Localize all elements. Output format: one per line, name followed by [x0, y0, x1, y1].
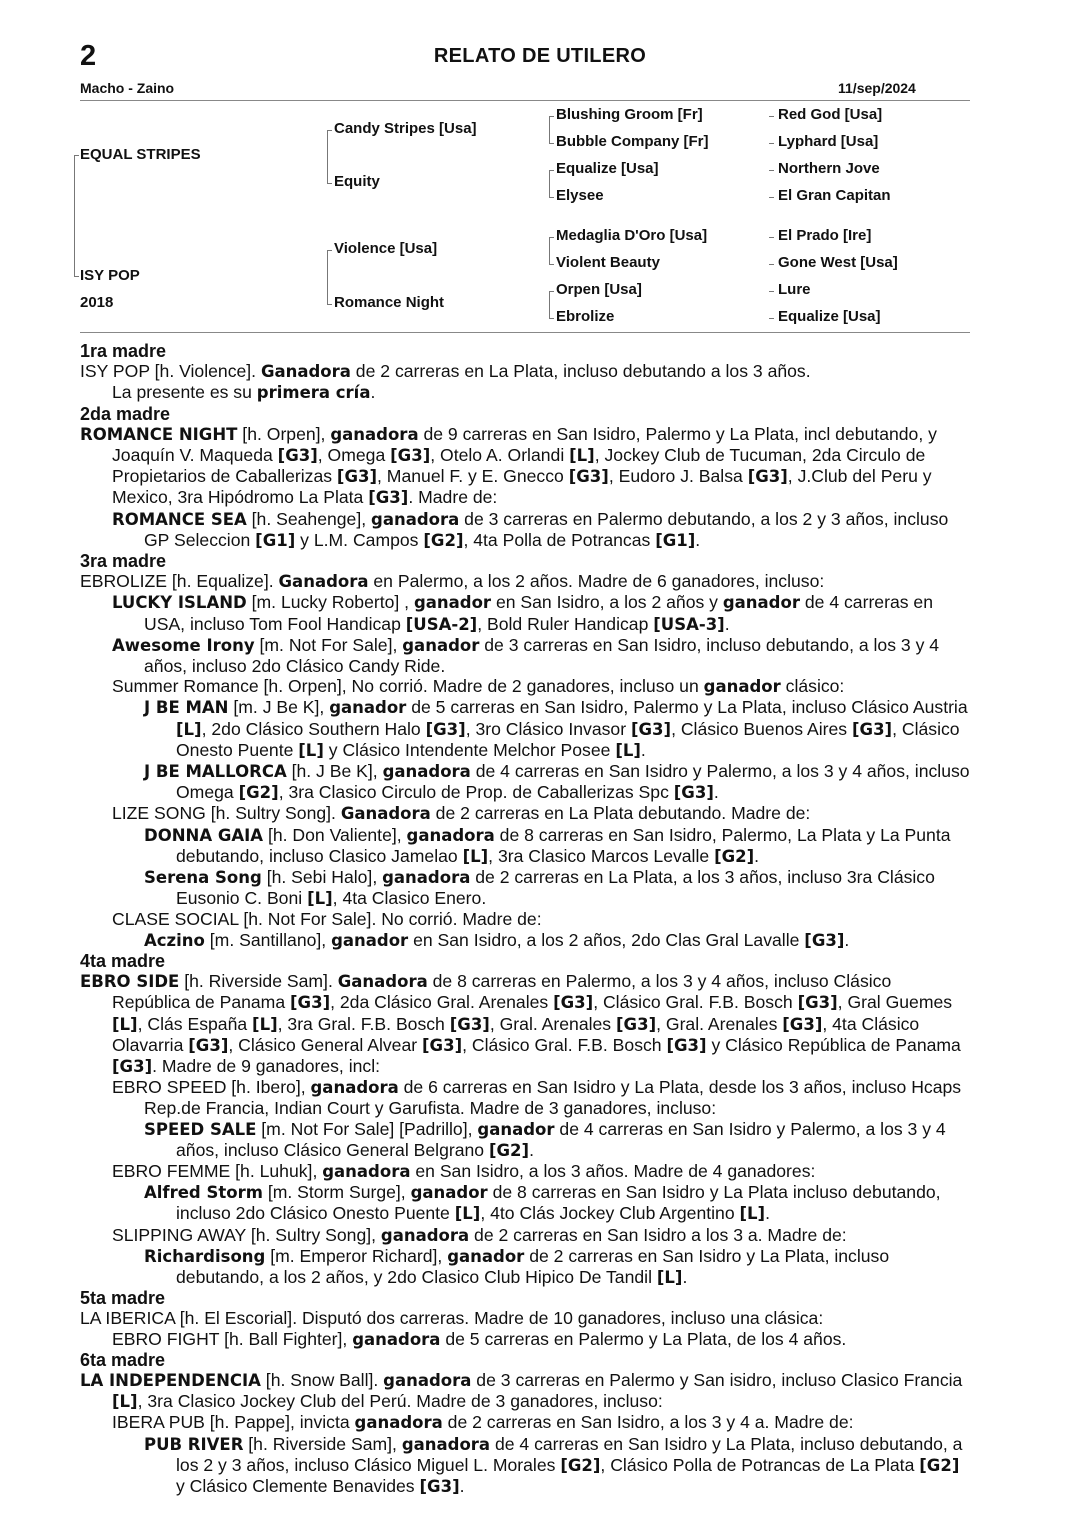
text: de 3 carreras en Palermo y San isidro, incluso Clasico Francia	[471, 1369, 963, 1390]
section-heading: 2da madre	[80, 403, 171, 424]
text: , 3ra Clasico Jockey Club del Perú. Madre de 3 ganadores, incluso:	[137, 1391, 663, 1412]
bold-text: [L]	[462, 846, 489, 866]
text: de 2 carreras en La Plata, a los 3 años, incluso 3ra Clásico Eusonio C. Boni	[176, 867, 935, 909]
text: de 9 carreras en San Isidro, Palermo y La Plata, incl debutando, y Joaquín V. Maqueda	[112, 423, 937, 466]
text: clásico:	[780, 676, 845, 697]
text: .	[695, 529, 701, 550]
bold-text: ganadora	[406, 825, 495, 845]
ped-connector	[549, 116, 554, 117]
bold-text: [G3]	[747, 467, 788, 487]
text: [m. Not For Sale] [Padrillo],	[256, 1118, 478, 1139]
text: , Bold Ruler Handicap	[477, 613, 654, 634]
bold-text: [G3]	[419, 1476, 460, 1496]
bold-text: [G3]	[449, 1014, 490, 1034]
bold-text: Ganadora	[260, 362, 351, 382]
ped-connector	[769, 291, 774, 292]
section-heading: 5ta madre	[80, 1288, 166, 1309]
bold-text: [G3]	[797, 993, 838, 1013]
text: de 5 carreras en San Isidro, Palermo y La Plata, incluso Clásico Austria	[406, 697, 968, 718]
text: , 3ra Clasico Marcos Levalle	[488, 845, 715, 866]
text: EBRO FIGHT [h. Ball Fighter],	[112, 1328, 353, 1349]
text: de 2 carreras en San Isidro, a los 3 y 4 a. Madre de:	[442, 1412, 854, 1433]
bold-text: [L]	[615, 740, 641, 760]
text: , 3ra Gral. F.B. Bosch	[277, 1013, 450, 1034]
narrative-paragraph	[80, 1119, 970, 1161]
text: , 4to Clás Jockey Club Argentino	[480, 1203, 740, 1224]
pedigree-gen4: El Gran Capitan	[778, 187, 891, 204]
narrative-paragraph	[80, 676, 970, 697]
text: [m. Not For Sale],	[254, 634, 403, 655]
bold-text: [G3]	[673, 783, 714, 803]
text: , Clásico General Alvear	[228, 1034, 422, 1055]
bold-text: ganadora	[380, 1225, 470, 1245]
text: .	[844, 929, 850, 950]
ped-connector	[74, 155, 75, 277]
text: [m. J Be K],	[228, 697, 330, 718]
text: . Madre de:	[408, 487, 498, 508]
narrative-paragraph	[80, 1308, 970, 1328]
text: IBERA PUB [h. Pappe], invicta	[112, 1412, 355, 1433]
text: en San Isidro, a los 3 años. Madre de 4 ganadores:	[410, 1160, 816, 1181]
bold-text: [G3]	[782, 1014, 823, 1034]
bold-text: J BE MAN	[144, 698, 229, 718]
bold-text: [USA-2]	[405, 614, 478, 634]
bold-text: [G2]	[423, 530, 464, 550]
bold-text: [G2]	[238, 783, 279, 803]
text: EBROLIZE [h. Equalize].	[80, 571, 279, 592]
bold-text: ganador	[477, 1119, 555, 1139]
text: .	[459, 1475, 465, 1496]
text: CLASE SOCIAL [h. Not For Sale]. No corrió. Madre de:	[112, 909, 542, 930]
text: .	[754, 845, 760, 866]
text: .	[765, 1203, 770, 1224]
ped-connector	[327, 304, 332, 305]
text: [h. Seahenge],	[246, 508, 372, 529]
narrative-paragraph	[80, 1246, 970, 1288]
text: La presente es su	[112, 382, 257, 403]
text: y L.M. Campos	[295, 529, 424, 550]
pedigree-gen4: Northern Jove	[778, 160, 880, 177]
bold-text: ROMANCE SEA	[112, 509, 247, 529]
bold-text: Ganadora	[340, 804, 431, 824]
bold-text: ganador	[413, 593, 492, 613]
text: [m. Lucky Roberto] ,	[246, 592, 414, 613]
bold-text: Awesome Irony	[112, 635, 255, 655]
text: de 3 carreras en Palermo debutando, a los 2 y 3 años, incluso GP Seleccion	[144, 508, 949, 550]
bold-text: [G3]	[553, 993, 594, 1013]
text: ISY POP [h. Violence].	[80, 361, 261, 382]
text: , 4ta Clásico Olavarria	[112, 1013, 920, 1055]
ped-connector	[549, 143, 554, 144]
bold-text: [L]	[307, 889, 333, 909]
ped-connector	[769, 237, 774, 238]
bold-text: [G3]	[368, 488, 409, 508]
text: .	[682, 1266, 688, 1287]
bold-text: [USA-3]	[653, 614, 725, 634]
text: SLIPPING AWAY [h. Sultry Song],	[112, 1224, 381, 1245]
bold-text: SPEED SALE	[144, 1119, 257, 1139]
text: , 2da Clásico Gral. Arenales	[330, 992, 554, 1013]
pedigree-gen4: Lyphard [Usa]	[778, 133, 879, 150]
top-rule	[80, 100, 970, 101]
pedigree-gen2: Candy Stripes [Usa]	[334, 120, 477, 137]
narrative-paragraph	[80, 930, 970, 951]
bold-text: [G2]	[488, 1140, 530, 1160]
ped-connector	[327, 250, 332, 251]
pedigree-gen3: Medaglia D'Oro [Usa]	[556, 227, 708, 244]
pedigree-gen3: Violent Beauty	[556, 254, 660, 271]
ped-connector	[549, 170, 550, 197]
section-heading: 1ra madre	[80, 341, 167, 361]
bold-text: Serena Song	[144, 868, 262, 888]
text: , Omega	[317, 445, 391, 466]
text: de 8 carreras en Palermo, a los 3 y 4 años, incluso Clásico República de Panama	[112, 971, 892, 1013]
narrative-paragraph	[80, 361, 970, 382]
narrative-paragraph	[80, 1329, 970, 1350]
bold-text: ganadora	[330, 424, 419, 444]
bold-text: J BE MALLORCA	[144, 762, 287, 782]
text: en Palermo, a los 2 años. Madre de 6 ganadores, incluso:	[368, 571, 825, 592]
narrative-paragraph	[80, 867, 970, 909]
section-heading: 6ta madre	[80, 1349, 166, 1370]
narrative-paragraph	[80, 382, 970, 403]
pedigree-gen4: Red God [Usa]	[778, 106, 883, 123]
narrative-paragraph	[80, 635, 970, 676]
bold-text: [L]	[252, 1014, 278, 1034]
bold-text: ganador	[402, 635, 480, 655]
text: de 8 carreras en San Isidro, Palermo, La Plata y La Punta debutando, incluso Clasico Jamelao	[176, 824, 951, 866]
bold-text: [L]	[298, 740, 324, 760]
text: . Madre de 9 ganadores, incl:	[152, 1055, 380, 1076]
bold-text: [L]	[176, 719, 202, 739]
bold-text: LUCKY ISLAND	[112, 593, 247, 613]
bold-text: ganadora	[354, 1413, 443, 1433]
narrative-paragraph	[80, 825, 970, 867]
text: de 2 carreras en La Plata debutando. Madre de:	[430, 803, 811, 824]
sire: EQUAL STRIPES	[80, 146, 201, 163]
bold-text: ganador	[329, 698, 407, 718]
text: de 4 carreras en USA, incluso Tom Fool Handicap	[144, 592, 933, 634]
text: , Gral Guemes	[837, 992, 953, 1013]
text: de 2 carreras en San Isidro y La Plata, incluso debutando, a los 2 años, y 2do Clasico Club Hipico De Tandil	[176, 1245, 890, 1287]
text: [m. Storm Surge],	[262, 1182, 411, 1203]
bold-text: ROMANCE NIGHT	[80, 424, 238, 444]
date: 11/sep/2024	[838, 80, 916, 96]
ped-connector	[327, 130, 332, 131]
text: [h. Orpen],	[237, 423, 331, 444]
pedigree-gen2: Romance Night	[334, 294, 445, 311]
pedigree-gen3: Bubble Company [Fr]	[556, 133, 709, 150]
bold-text: Aczino	[144, 930, 205, 950]
bold-text: [G3]	[290, 993, 331, 1013]
race-number: 2	[80, 40, 97, 72]
bold-text: [G3]	[422, 1035, 463, 1055]
bold-text: [G2]	[714, 846, 755, 866]
ped-connector	[549, 291, 554, 292]
bold-text: Alfred Storm	[144, 1183, 263, 1203]
pedigree-gen3: Elysee	[556, 187, 604, 204]
bold-text: LA INDEPENDENCIA	[80, 1370, 261, 1390]
narrative-paragraph	[80, 592, 970, 634]
ped-connector	[769, 264, 774, 265]
bold-text: ganador	[410, 1183, 488, 1203]
bold-text: [L]	[569, 446, 595, 466]
bold-text: [G3]	[390, 446, 431, 466]
text: de 8 carreras en San Isidro y La Plata incluso debutando, incluso 2do Clásico Onesto Puente	[176, 1182, 941, 1224]
narrative-paragraph	[80, 1412, 970, 1433]
text: , Clásico Gral. F.B. Bosch	[593, 992, 798, 1013]
text: [h. Sebi Halo],	[261, 867, 383, 888]
narrative-paragraph	[80, 909, 970, 929]
bold-text: ganadora	[352, 1329, 441, 1349]
narrative-paragraph	[80, 571, 970, 592]
pedigree-gen4: El Prado [Ire]	[778, 227, 872, 244]
pedigree-gen3: Equalize [Usa]	[556, 160, 659, 177]
text: .	[370, 382, 376, 403]
sex-color: Macho - Zaino	[80, 80, 175, 96]
bold-text: [G2]	[919, 1455, 960, 1475]
ped-connector	[549, 318, 554, 319]
narrative-paragraph	[80, 1077, 970, 1118]
bold-text: [L]	[454, 1204, 481, 1224]
bold-text: [L]	[739, 1204, 766, 1224]
text: , Clásico Gral. F.B. Bosch	[462, 1034, 667, 1055]
narrative-paragraph	[80, 1370, 970, 1412]
narrative-paragraph	[80, 1225, 970, 1246]
text: , Eudoro J. Balsa	[608, 466, 748, 487]
text: [h. J Be K],	[286, 761, 383, 782]
ped-connector	[549, 237, 554, 238]
text: [h. Don Valiente],	[263, 824, 407, 845]
text: de 4 carreras en San Isidro y Palermo, a los 3 y 4 años, incluso Omega	[176, 761, 970, 803]
text: y Clásico Clemente Benavides	[176, 1475, 420, 1496]
pedigree-gen4: Equalize [Usa]	[778, 308, 881, 325]
text: , Clásico Polla de Potrancas de La Plata	[600, 1454, 920, 1475]
bold-text: ganadora	[383, 1370, 472, 1390]
narrative-paragraph	[80, 803, 970, 824]
text: , 4ta Polla de Potrancas	[463, 529, 656, 550]
bold-text: ganadora	[401, 1434, 491, 1454]
ped-connector	[549, 291, 550, 318]
ped-connector	[549, 197, 554, 198]
text: EBRO SPEED [h. Ibero],	[112, 1077, 311, 1098]
ped-connector	[769, 318, 774, 319]
bold-text: [G1]	[255, 530, 296, 550]
text: , Clásico Onesto Puente	[176, 718, 960, 760]
bold-text: [L]	[112, 1392, 138, 1412]
bold-text: EBRO SIDE	[80, 972, 180, 992]
pedigree-gen2: Violence [Usa]	[334, 240, 438, 257]
bold-text: Ganadora	[278, 572, 369, 592]
text: .	[529, 1139, 534, 1160]
bold-text: Richardisong	[144, 1246, 266, 1266]
text: , Manuel F. y E. Gnecco	[377, 466, 569, 487]
bold-text: [G3]	[851, 719, 893, 739]
horse-name-title: RELATO DE UTILERO	[433, 45, 647, 67]
text: , Clás España	[137, 1013, 253, 1034]
narrative-paragraph	[80, 509, 970, 551]
pedigree-gen4: Lure	[778, 281, 811, 298]
text: , Gral. Arenales	[489, 1013, 616, 1034]
bold-text: ganador	[447, 1246, 525, 1266]
bold-text: [G3]	[616, 1014, 657, 1034]
text: de 4 carreras en San Isidro y Palermo, a los 3 y 4 años, incluso Clásico General Belgrano	[176, 1118, 946, 1160]
narrative-paragraph	[80, 424, 970, 509]
text: .	[724, 613, 730, 634]
text: Summer Romance [h. Orpen], No corrió. Madre de 2 ganadores, incluso un	[112, 676, 704, 697]
text: , Jockey Club de Tucuman, 2da Circulo de Propietarios de Caballerizas	[112, 445, 926, 487]
ped-connector	[769, 143, 774, 144]
bold-text: [G3]	[804, 930, 845, 950]
bold-text: [G3]	[336, 467, 378, 487]
section-heading: 4ta madre	[80, 950, 166, 971]
text: de 2 carreras en San Isidro a los 3 a. Madre de:	[469, 1224, 847, 1245]
text: y Clásico Intendente Melchor Posee	[323, 739, 616, 760]
text: LA IBERICA [h. El Escorial]. Disputó dos carreras. Madre de 10 ganadores, incluso una clásica:	[80, 1308, 824, 1329]
bottom-rule	[80, 332, 970, 333]
bold-text: ganador	[703, 677, 781, 697]
bold-text: ganadora	[310, 1078, 399, 1098]
text: de 3 carreras en San Isidro, incluso debutando, a los 3 y 4 años, incluso 2do Clásico Candy Ride.	[144, 634, 940, 677]
bold-text: [G3]	[425, 719, 466, 739]
pedigree-gen3: Orpen [Usa]	[556, 281, 642, 298]
narrative-paragraph	[80, 1161, 970, 1182]
ped-connector	[769, 170, 774, 171]
ped-connector	[327, 130, 328, 183]
bold-text: ganadora	[322, 1161, 411, 1181]
bold-text: ganadora	[382, 868, 471, 888]
text: , 2do Clásico Southern Halo	[201, 718, 426, 739]
dam: ISY POP	[80, 267, 140, 284]
pedigree-gen2: Equity	[334, 173, 380, 190]
bold-text: ganadora	[371, 509, 460, 529]
text: [m. Emperor Richard],	[265, 1245, 448, 1266]
narrative-paragraph	[80, 1182, 970, 1224]
bold-text: DONNA GAIA	[144, 825, 264, 845]
ped-connector	[327, 183, 332, 184]
text: de 5 carreras en Palermo y La Plata, de los 4 años.	[440, 1328, 847, 1349]
text: en San Isidro, a los 2 años y	[491, 592, 723, 613]
ped-connector	[327, 250, 328, 304]
narrative-paragraph	[80, 697, 970, 761]
family-narrative	[80, 341, 970, 1497]
bold-text: [G3]	[630, 719, 672, 739]
bold-text: [G1]	[655, 530, 696, 550]
bold-text: Ganadora	[337, 972, 428, 992]
text: y Clásico República de Panama	[706, 1034, 961, 1055]
text: de 2 carreras en La Plata, incluso debutando a los 3 años.	[350, 361, 811, 382]
bold-text: ganadora	[382, 762, 471, 782]
text: .	[713, 782, 719, 803]
text: , 4ta Clasico Enero.	[332, 888, 487, 909]
bold-text: primera cría	[256, 383, 371, 403]
text: [h. Snow Ball].	[260, 1369, 384, 1390]
section-heading: 3ra madre	[80, 551, 167, 572]
narrative-paragraph	[80, 971, 970, 1077]
text: , Gral. Arenales	[656, 1013, 783, 1034]
text: , J.Club del Peru y Mexico, 3ra Hipódromo La Plata	[112, 466, 932, 508]
ped-connector	[549, 237, 550, 264]
bold-text: [G3]	[568, 467, 609, 487]
text: [h. Riverside Sam],	[243, 1433, 402, 1454]
text: .	[640, 739, 646, 760]
text: en San Isidro, a los 2 años, 2do Clas Gral Lavalle	[408, 929, 805, 950]
narrative-paragraph	[80, 1434, 970, 1498]
text: LIZE SONG [h. Sultry Song].	[112, 803, 341, 824]
ped-connector	[769, 116, 774, 117]
bold-text: [L]	[112, 1014, 138, 1034]
pedigree-gen3: Ebrolize	[556, 308, 615, 325]
birth-year: 2018	[80, 294, 114, 311]
text: [h. Riverside Sam].	[179, 971, 338, 992]
bold-text: [G3]	[188, 1035, 229, 1055]
bold-text: [G3]	[666, 1035, 707, 1055]
bold-text: ganador	[331, 930, 409, 950]
bold-text: [G2]	[560, 1455, 601, 1475]
ped-connector	[549, 170, 554, 171]
text: , 3ra Clasico Circulo de Prop. de Caballerizas Spc	[278, 782, 674, 803]
text: de 6 carreras en San Isidro y La Plata, desde los 3 años, incluso Hcaps Rep.de Francia, Indian Court y Garufista. Madre de 3 ganadores, incluso:	[144, 1077, 962, 1119]
narrative-paragraph	[80, 761, 970, 803]
bold-text: ganador	[722, 593, 800, 613]
ped-connector	[769, 197, 774, 198]
text: , 3ro Clásico Invasor	[465, 718, 631, 739]
ped-connector	[549, 116, 550, 143]
ped-connector	[74, 276, 79, 277]
pedigree-gen3: Blushing Groom [Fr]	[556, 106, 703, 123]
bold-text: PUB RIVER	[144, 1434, 244, 1454]
text: de 4 carreras en San Isidro y La Plata, incluso debutando, a los 2 y 3 años, incluso Clásico Miguel L. Morales	[176, 1433, 963, 1475]
text: [m. Santillano],	[204, 929, 332, 950]
ped-connector	[549, 264, 554, 265]
pedigree-gen4: Gone West [Usa]	[778, 254, 898, 271]
bold-text: [G3]	[112, 1056, 153, 1076]
bold-text: [G3]	[277, 446, 318, 466]
bold-text: [L]	[656, 1267, 683, 1287]
text: , Clásico Buenos Aires	[671, 718, 852, 739]
text: , Otelo A. Orlandi	[430, 445, 570, 466]
text: EBRO FEMME [h. Luhuk],	[112, 1160, 323, 1181]
